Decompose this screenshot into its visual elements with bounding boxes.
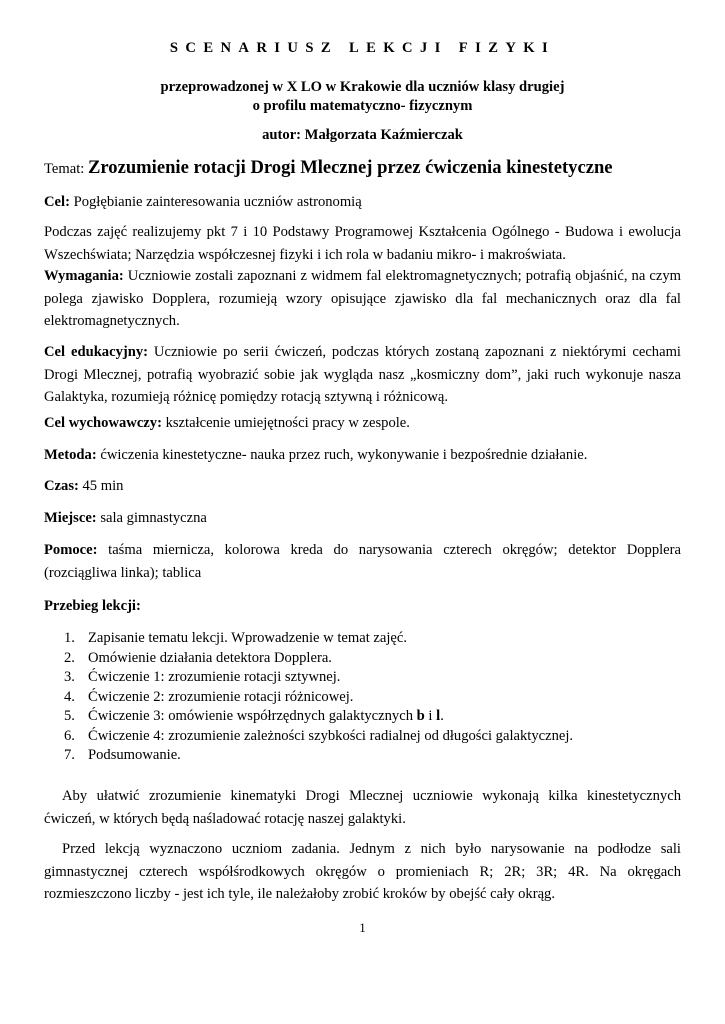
method-label: Metoda: (44, 447, 97, 463)
list-text: Ćwiczenie 4: zrozumienie zależności szybkości radialnej od długości galaktycznej. (88, 727, 574, 744)
time-text: 45 min (78, 478, 124, 494)
lesson-steps-list (44, 629, 644, 766)
page-number: 1 (359, 920, 366, 935)
topic-label: Temat: (44, 161, 88, 177)
subtitle-line-1: przeprowadzonej w X LO w Krakowie dla uczniów klasy drugiej (160, 79, 565, 95)
educational-goal-paragraph (44, 341, 681, 409)
aids-paragraph (44, 539, 681, 584)
place-text: sala gimnastyczna (96, 510, 207, 526)
aids-text: taśma miernicza, kolorowa kreda do narysowania czterech okręgów; detektor Dopplera (rozciągliwa linka); tablica (44, 542, 681, 581)
list-item (44, 649, 644, 669)
list-number: 5. (64, 708, 75, 724)
requirements-paragraph (44, 265, 681, 333)
list-item (44, 688, 644, 708)
upbringing-goal-label: Cel wychowawczy: (44, 415, 162, 431)
list-item (44, 746, 644, 766)
method-paragraph (44, 446, 681, 465)
symbol-l: l (436, 708, 441, 724)
topic-text: Zrozumienie rotacji Drogi Mlecznej przez ćwiczenia kinestetyczne (87, 157, 613, 178)
lesson-topic (44, 157, 681, 179)
list-item (44, 727, 644, 747)
list-text: Zapisanie tematu lekcji. Wprowadzenie w temat zajęć. (88, 630, 408, 646)
list-item (44, 707, 644, 727)
list-text: Ćwiczenie 2: zrozumienie rotacji różnicowej. (88, 688, 354, 705)
course-heading: Przebieg lekcji: (44, 598, 141, 614)
educational-goal-text: Uczniowie po serii ćwiczeń, podczas których zostaną zapoznani z niektórymi cechami Drogi Mlecznej, potrafią wyobrazić sobie jak wygląda nasz „kosmiczny dom”, jaki ruch wykonuje nasza Galaktyka, rozumieją różnicę pomiędzy rotacją sztywną i różnicową. (44, 344, 681, 405)
subtitle-line-2: o profilu matematyczno- fizycznym (252, 98, 473, 114)
list-text: Omówienie działania detektora Dopplera. (88, 649, 332, 666)
educational-goal-label: Cel edukacyjny: (44, 344, 149, 360)
upbringing-goal-text: kształcenie umiejętności pracy w zespole. (161, 415, 410, 431)
list-text-end: . (440, 708, 444, 724)
list-number: 2. (64, 649, 75, 666)
list-text: Ćwiczenie 1: zrozumienie rotacji sztywnej. (88, 669, 341, 685)
document-title: SCENARIUSZ LEKCJI FIZYKI (169, 40, 556, 56)
symbol-b: b (416, 708, 425, 724)
list-number: 3. (64, 669, 75, 685)
requirements-label: Wymagania: (44, 268, 124, 284)
preparation-paragraph: Przed lekcją wyznaczono uczniom zadania. Jednym z nich było narysowanie na podłodze sali gimnastycznej czterech współśrodkowych okręgów o promieniach R; 2R; 3R; 4R. Na okręgach rozmieszczono liczby - jest ich tyle, ile należałoby zrobić kroków by obejść cały okrąg. (44, 841, 681, 902)
goal-paragraph (44, 193, 681, 212)
requirements-text: Uczniowie zostali zapoznani z widmem fal elektromagnetycznych; potrafią objaśnić, na czym polega zjawisko Dopplera, rozumieją wzory opisujące zjawisko dla fal mechanicznych oraz dla fal elektromagnetycznych. (44, 268, 681, 329)
goal-text: Pogłębianie zainteresowania uczniów astronomią (69, 194, 362, 210)
time-paragraph (44, 477, 681, 496)
list-number: 6. (64, 727, 75, 744)
list-text: Podsumowanie. (88, 747, 181, 763)
author-line: autor: Małgorzata Kaźmierczak (262, 127, 463, 143)
curriculum-paragraph: Podczas zajęć realizujemy pkt 7 i 10 Podstawy Programowej Kształcenia Ogólnego - Budowa i ewolucja Wszechświata; Narzędzia współczesnej fizyki i ich rola w badaniu mikro- i makroświata. (44, 224, 681, 263)
time-label: Czas: (44, 478, 79, 494)
list-number: 4. (64, 688, 75, 705)
upbringing-goal-paragraph (44, 414, 681, 433)
place-paragraph (44, 509, 681, 528)
list-text: Ćwiczenie 3: omówienie współrzędnych galaktycznych (88, 708, 417, 724)
method-text: ćwiczenia kinestetyczne- nauka przez ruch, wykonywanie i bezpośrednie działanie. (96, 447, 588, 463)
place-label: Miejsce: (44, 510, 97, 526)
intro-paragraph: Aby ułatwić zrozumienie kinematyki Drogi Mlecznej uczniowie wykonają kilka kinestetycznych ćwiczeń, w których będą naśladować rotację naszej galaktyki. (44, 788, 681, 827)
list-number: 1. (64, 630, 75, 646)
list-item (44, 629, 644, 649)
aids-label: Pomoce: (44, 542, 98, 558)
list-text-conjunction: i (424, 708, 437, 724)
goal-label: Cel: (44, 194, 70, 210)
list-item (44, 668, 644, 688)
list-number: 7. (64, 747, 75, 763)
